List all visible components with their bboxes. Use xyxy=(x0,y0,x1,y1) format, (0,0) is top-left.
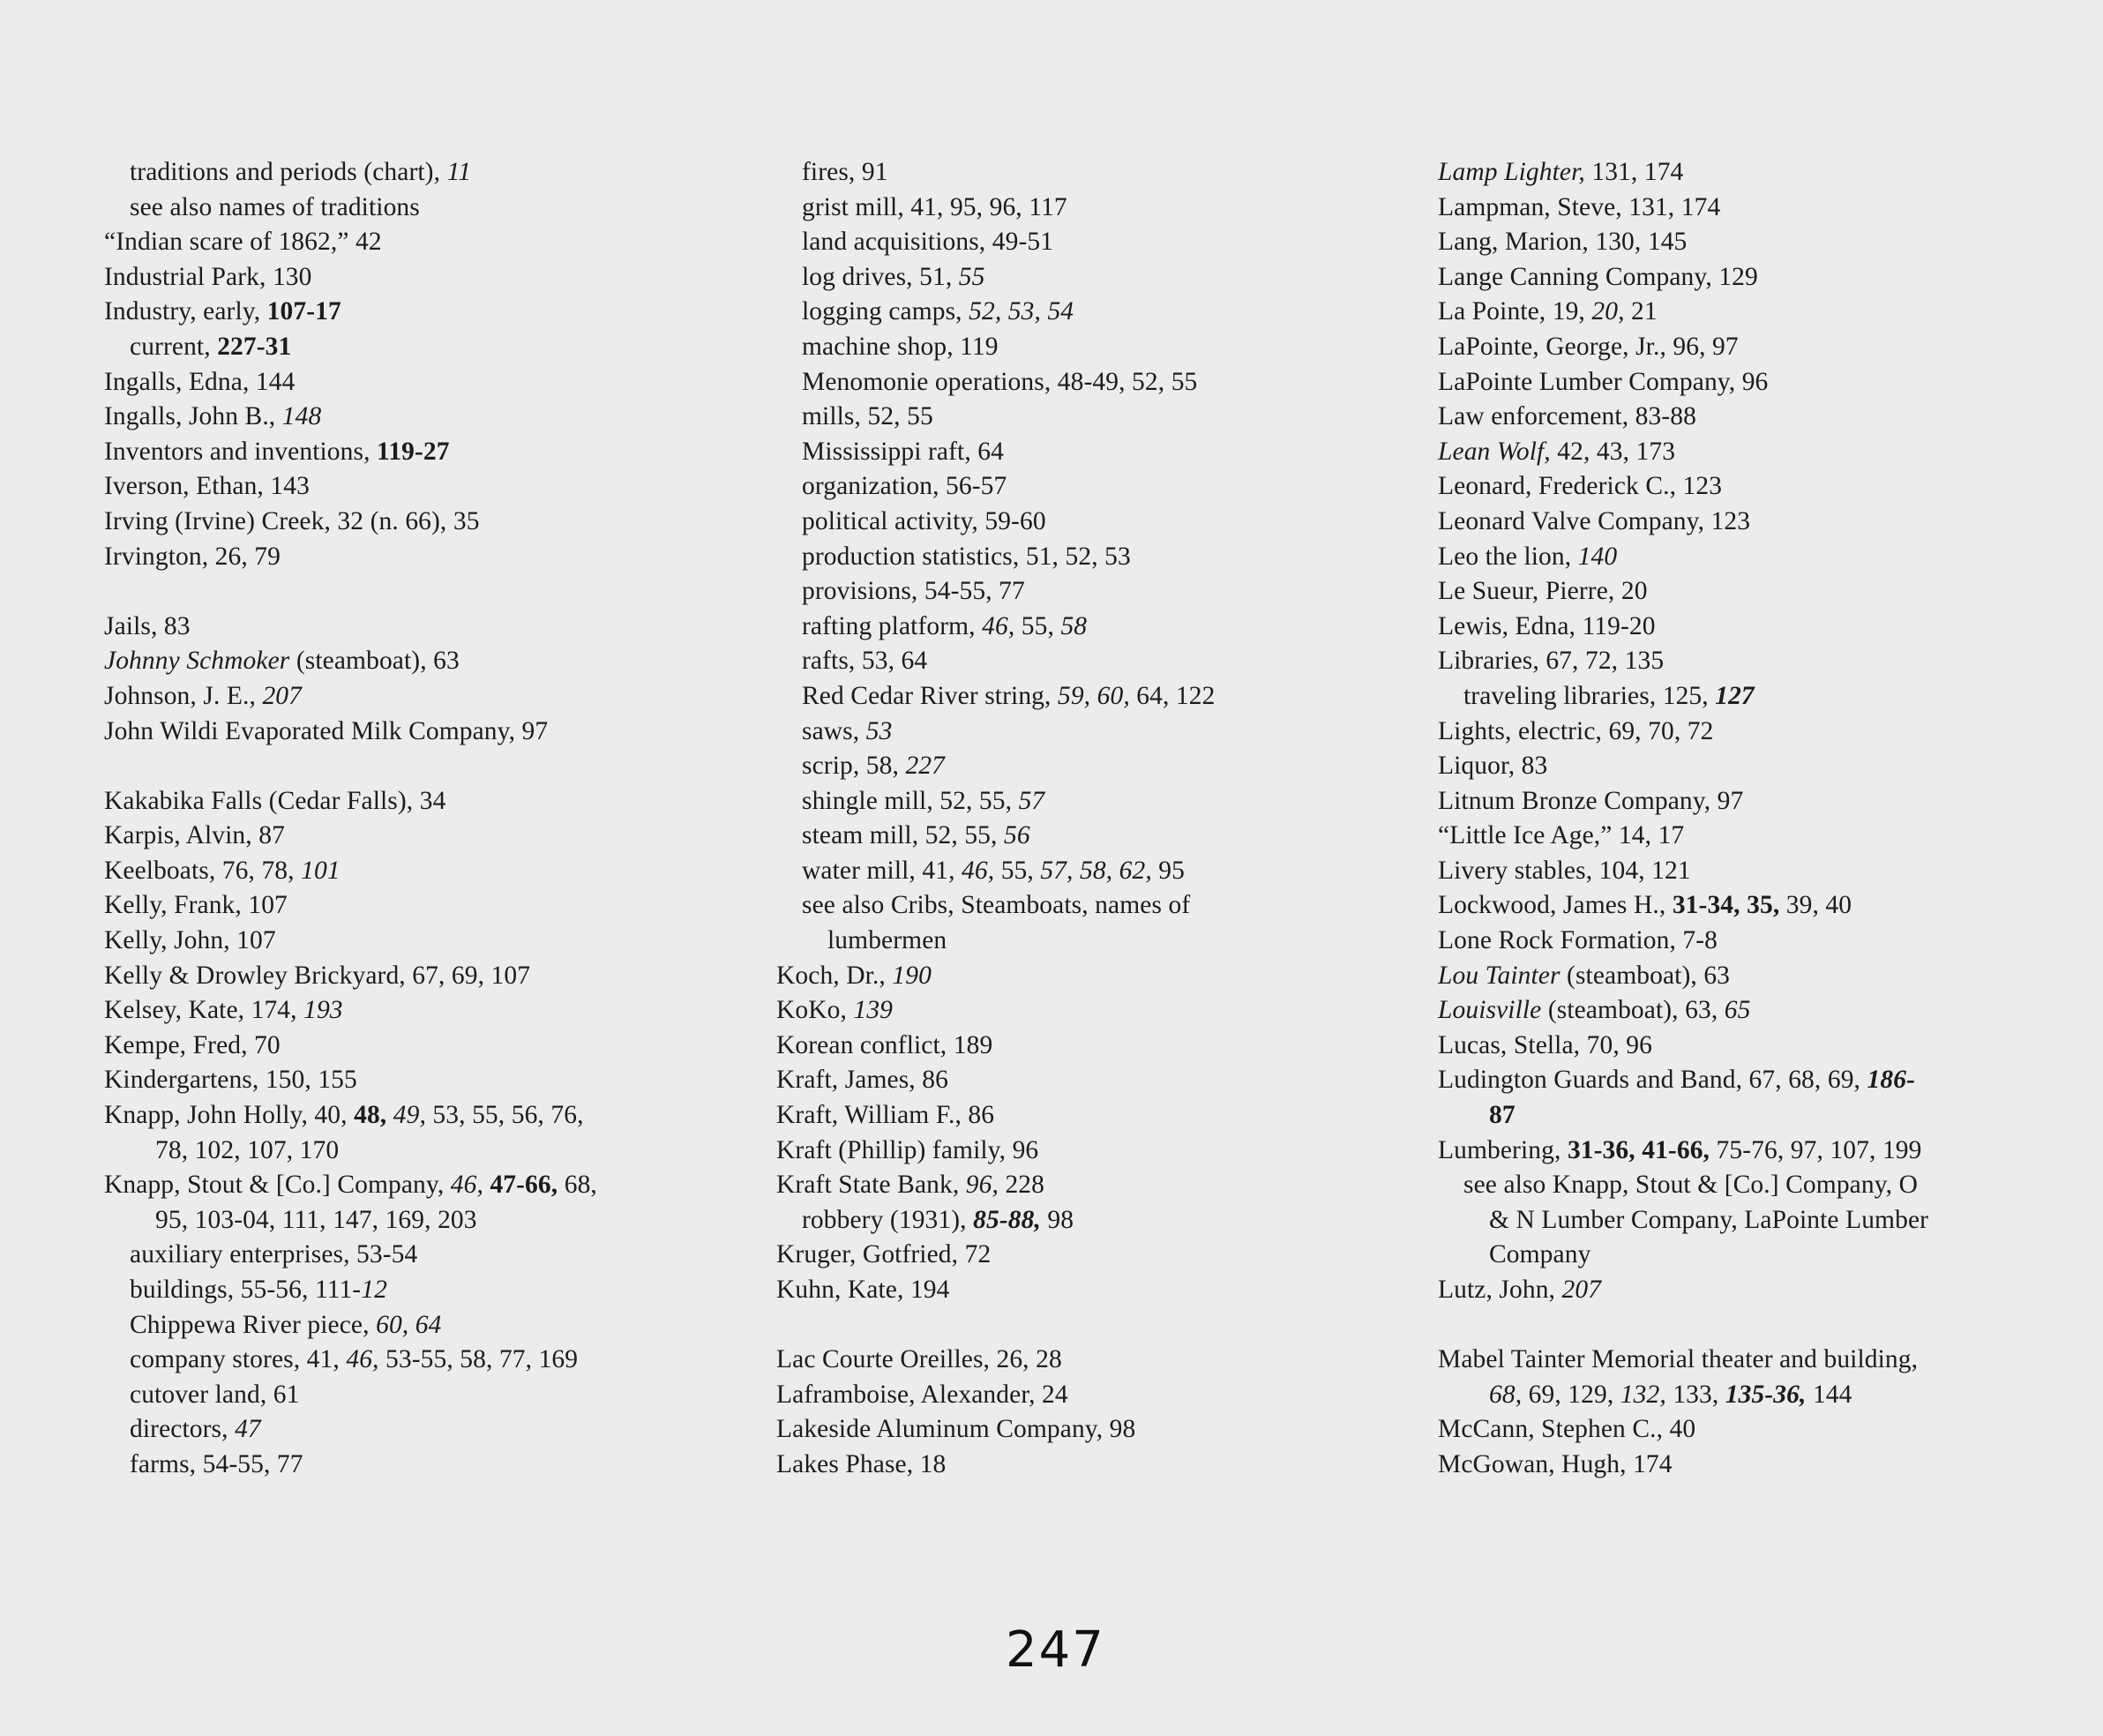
entry-text: fires, 91 xyxy=(802,158,888,186)
entry-text: 119-27 xyxy=(377,437,450,466)
entry-text: see also Knapp, Stout & [Co.] Company, O xyxy=(1463,1171,1919,1200)
entry-text: steam mill, 52, 55, xyxy=(802,821,1004,850)
entry-text: Le Sueur, Pierre, 20 xyxy=(1438,577,1648,606)
index-subentry xyxy=(776,715,1411,750)
entry-text: 58 xyxy=(1060,611,1088,640)
index-entry xyxy=(1438,260,2073,296)
index-entry xyxy=(104,225,739,260)
entry-text: Lutz, John, xyxy=(1438,1276,1562,1304)
entry-text: 46, xyxy=(982,611,1015,640)
entry-text: Kruger, Gotfried, 72 xyxy=(776,1240,992,1269)
entry-text: Lange Canning Company, 129 xyxy=(1438,262,1758,291)
entry-text: 52, 53, 54 xyxy=(969,297,1074,326)
index-subentry xyxy=(1438,1168,2073,1203)
entry-text: Kuhn, Kate, 194 xyxy=(776,1276,950,1304)
index-entry xyxy=(104,1098,739,1134)
entry-text: 35, xyxy=(1747,891,1780,920)
entry-text: Kelly & Drowley Brickyard, 67, 69, 107 xyxy=(104,961,531,990)
index-entry xyxy=(1438,854,2073,889)
entry-text: rafting platform, xyxy=(802,611,983,640)
entry-text: Lakes Phase, 18 xyxy=(776,1449,947,1478)
index-entry xyxy=(104,400,739,435)
index-entry xyxy=(776,1238,1411,1273)
index-entry xyxy=(1438,1343,2073,1378)
entry-text xyxy=(1740,891,1747,919)
entry-text: Kelly, John, 107 xyxy=(104,926,276,955)
index-subentry xyxy=(776,574,1411,610)
entry-text: grist mill, 41, 95, 96, 117 xyxy=(802,192,1067,221)
entry-text: Lamp Lighter, xyxy=(1438,158,1585,186)
index-entry xyxy=(1438,540,2073,575)
index-subentry xyxy=(1438,679,2073,715)
entry-text: McGowan, Hugh, 174 xyxy=(1438,1449,1673,1478)
index-entry xyxy=(776,1343,1411,1378)
entry-text: Laframboise, Alexander, 24 xyxy=(776,1380,1068,1409)
index-entry xyxy=(104,784,739,819)
index-entry-continuation xyxy=(1438,1378,2073,1413)
entry-text: 68, xyxy=(558,1171,597,1200)
entry-text: traveling libraries, 125, xyxy=(1463,681,1716,710)
index-entry xyxy=(776,1448,1411,1483)
entry-text: 46, xyxy=(962,856,995,885)
index-subentry xyxy=(776,749,1411,784)
entry-text: 46, xyxy=(346,1345,379,1374)
index-subentry xyxy=(104,1238,739,1273)
entry-text: lumbermen xyxy=(827,926,947,955)
index-entry xyxy=(776,1029,1411,1064)
index-entry xyxy=(1438,155,2073,191)
entry-text: 53-55, 58, 77, 169 xyxy=(378,1345,579,1374)
entry-text: Liquor, 83 xyxy=(1438,752,1548,781)
entry-text: 47-66, xyxy=(490,1171,558,1200)
index-entry-continuation xyxy=(104,1134,739,1169)
entry-text: Mabel Tainter Memorial theater and building, xyxy=(1438,1345,1919,1374)
index-entry xyxy=(1438,819,2073,854)
entry-text: 53, 55, 56, 76, xyxy=(425,1101,584,1130)
index-column-2 xyxy=(776,155,1411,1483)
index-subentry xyxy=(776,330,1411,365)
index-entry xyxy=(776,1134,1411,1169)
index-subentry xyxy=(776,365,1411,400)
entry-text: auxiliary enterprises, 53-54 xyxy=(130,1240,418,1269)
entry-text: 96, xyxy=(965,1171,999,1200)
entry-text: directors, xyxy=(130,1415,236,1444)
index-subentry xyxy=(776,155,1411,191)
entry-text: Lockwood, James H., xyxy=(1438,891,1673,920)
index-entry xyxy=(1438,469,2073,505)
entry-text: Red Cedar River string, xyxy=(802,681,1058,710)
index-entry xyxy=(776,959,1411,994)
entry-text: Kelsey, Kate, 174, xyxy=(104,996,304,1025)
entry-text: 227-31 xyxy=(217,332,292,361)
entry-text: Industry, early, xyxy=(104,297,267,326)
entry-text: robbery (1931), xyxy=(802,1205,974,1234)
entry-text: Mississippi raft, 64 xyxy=(802,437,1004,466)
entry-text: Lewis, Edna, 119-20 xyxy=(1438,611,1656,640)
entry-text: Ingalls, John B., xyxy=(104,402,282,431)
entry-text: Lou Tainter xyxy=(1438,961,1560,990)
index-entry xyxy=(776,1273,1411,1308)
entry-text: KoKo, xyxy=(776,996,854,1025)
entry-text: 85-88, xyxy=(973,1205,1041,1234)
entry-text: 68, xyxy=(1489,1380,1523,1409)
entry-text: Karpis, Alvin, 87 xyxy=(104,821,285,850)
entry-text: Lights, electric, 69, 70, 72 xyxy=(1438,716,1714,745)
index-subentry xyxy=(776,1203,1411,1238)
index-entry xyxy=(104,854,739,889)
entry-text: (steamboat), 63, xyxy=(1541,996,1725,1025)
entry-text: La Pointe, 19, xyxy=(1438,297,1592,326)
index-entry xyxy=(104,888,739,924)
index-entry xyxy=(104,819,739,854)
entry-text: 49, xyxy=(393,1101,426,1130)
entry-text: Kraft State Bank, xyxy=(776,1171,966,1200)
entry-text: LaPointe, George, Jr., 96, 97 xyxy=(1438,332,1739,361)
entry-text: Company xyxy=(1489,1240,1591,1269)
entry-text: 11 xyxy=(446,158,472,186)
index-entry xyxy=(1438,1448,2073,1483)
index-entry xyxy=(104,469,739,505)
entry-text: cutover land, 61 xyxy=(130,1380,300,1409)
entry-text: 207 xyxy=(262,681,302,710)
index-entry xyxy=(104,295,739,330)
index-subentry xyxy=(776,225,1411,260)
index-entry xyxy=(1438,435,2073,470)
index-column-1 xyxy=(104,155,739,1483)
index-entry xyxy=(1438,400,2073,435)
entry-text: Kraft (Phillip) family, 96 xyxy=(776,1135,1039,1164)
index-subentry xyxy=(776,295,1411,330)
entry-text: Leo the lion, xyxy=(1438,542,1578,571)
index-entry-continuation xyxy=(776,924,1411,959)
entry-text: 132, xyxy=(1620,1380,1666,1409)
entry-text: see also names of traditions xyxy=(130,192,420,221)
index-entry xyxy=(1438,993,2073,1029)
entry-text: 98 xyxy=(1040,1205,1074,1234)
index-column-3 xyxy=(1438,155,2073,1483)
entry-text: 42, 43, 173 xyxy=(1550,437,1676,466)
entry-text: Irving (Irvine) Creek, 32 (n. 66), 35 xyxy=(104,506,480,535)
index-entry xyxy=(104,1063,739,1098)
entry-text: 139 xyxy=(853,996,894,1025)
entry-text: 190 xyxy=(892,961,932,990)
entry-text: Lakeside Aluminum Company, 98 xyxy=(776,1415,1136,1444)
index-entry xyxy=(1438,715,2073,750)
index-entry xyxy=(776,1378,1411,1413)
index-subentry xyxy=(104,1273,739,1308)
index-entry xyxy=(104,365,739,400)
index-entry xyxy=(1438,959,2073,994)
entry-text: Keelboats, 76, 78, xyxy=(104,856,302,885)
index-entry xyxy=(776,993,1411,1029)
index-subentry xyxy=(104,1378,739,1413)
entry-text xyxy=(386,1101,393,1129)
entry-text: Libraries, 67, 72, 135 xyxy=(1438,647,1665,676)
entry-text: 39, 40 xyxy=(1779,891,1852,920)
entry-text: current, xyxy=(130,332,218,361)
index-subentry xyxy=(104,1448,739,1483)
entry-text: 12 xyxy=(361,1276,387,1304)
entry-text: 148 xyxy=(281,402,322,431)
entry-text: Litnum Bronze Company, 97 xyxy=(1438,786,1744,815)
entry-text: scrip, 58, xyxy=(802,752,906,781)
entry-text: 78, 102, 107, 170 xyxy=(155,1135,340,1164)
entry-text: Industrial Park, 130 xyxy=(104,262,312,291)
index-entry xyxy=(776,1412,1411,1448)
entry-text: 65 xyxy=(1724,996,1751,1025)
index-subentry xyxy=(104,1343,739,1378)
index-entry xyxy=(1438,888,2073,924)
entry-text: 107-17 xyxy=(266,297,341,326)
entry-text: Iverson, Ethan, 143 xyxy=(104,472,310,501)
index-entry xyxy=(104,644,739,679)
entry-text: 193 xyxy=(303,996,343,1025)
entry-text: Inventors and inventions, xyxy=(104,437,378,466)
entry-text: 140 xyxy=(1577,542,1618,571)
entry-text: Kempe, Fred, 70 xyxy=(104,1030,281,1059)
entry-text: Menomonie operations, 48-49, 52, 55 xyxy=(802,367,1198,396)
index-entry xyxy=(1438,644,2073,679)
index-subentry xyxy=(776,888,1411,924)
index-subentry xyxy=(776,505,1411,540)
entry-text: 133, xyxy=(1665,1380,1725,1409)
entry-text: company stores, 41, xyxy=(130,1345,347,1374)
entry-text: 101 xyxy=(301,856,341,885)
entry-text: 135-36, xyxy=(1725,1380,1807,1409)
entry-text: 53 xyxy=(865,716,893,745)
entry-text: 31-36, xyxy=(1567,1135,1635,1164)
entry-text: Lean Wolf, xyxy=(1438,437,1551,466)
entry-text: 55, xyxy=(994,856,1041,885)
entry-text: water mill, 41, xyxy=(802,856,962,885)
index-entry xyxy=(1438,225,2073,260)
entry-text: Ludington Guards and Band, 67, 68, 69, xyxy=(1438,1066,1867,1095)
entry-text: 186- xyxy=(1867,1066,1915,1095)
index-entry xyxy=(1438,749,2073,784)
entry-text: 55, xyxy=(1014,611,1061,640)
entry-text: 46, xyxy=(450,1171,483,1200)
index-subentry xyxy=(104,1308,739,1343)
index-subentry xyxy=(776,469,1411,505)
entry-text: see also Cribs, Steamboats, names of xyxy=(802,891,1191,920)
index-entry xyxy=(104,924,739,959)
index-entry xyxy=(1438,1412,2073,1448)
index-entry xyxy=(1438,295,2073,330)
index-subentry xyxy=(776,260,1411,296)
entry-text: 48, xyxy=(354,1101,387,1130)
index-entry xyxy=(776,1168,1411,1203)
index-entry-continuation xyxy=(1438,1238,2073,1273)
entry-text: Irvington, 26, 79 xyxy=(104,542,281,571)
entry-text: production statistics, 51, 52, 53 xyxy=(802,542,1131,571)
index-subentry xyxy=(776,644,1411,679)
entry-text: “Little Ice Age,” 14, 17 xyxy=(1438,821,1685,850)
entry-text: political activity, 59-60 xyxy=(802,506,1046,535)
entry-text: mills, 52, 55 xyxy=(802,402,933,431)
entry-text: shingle mill, 52, 55, xyxy=(802,786,1019,815)
entry-text: 47 xyxy=(235,1415,261,1444)
entry-text: (steamboat), 63 xyxy=(289,647,460,676)
entry-text: Leonard Valve Company, 123 xyxy=(1438,506,1751,535)
index-entry xyxy=(1438,574,2073,610)
entry-text: 64, 122 xyxy=(1129,681,1216,710)
entry-text: 55 xyxy=(958,262,985,291)
entry-text: Kraft, William F., 86 xyxy=(776,1101,995,1130)
entry-text: Lucas, Stella, 70, 96 xyxy=(1438,1030,1652,1059)
entry-text: Leonard, Frederick C., 123 xyxy=(1438,472,1723,501)
entry-text: LaPointe Lumber Company, 96 xyxy=(1438,367,1769,396)
index-entry-continuation xyxy=(1438,1203,2073,1238)
index-entry xyxy=(776,1063,1411,1098)
index-entry xyxy=(104,679,739,715)
entry-text: saws, xyxy=(802,716,866,745)
section-gap xyxy=(1438,1308,2073,1343)
entry-text: Kindergartens, 150, 155 xyxy=(104,1066,357,1095)
index-entry xyxy=(1438,505,2073,540)
entry-text: 69, 129, xyxy=(1522,1380,1620,1409)
entry-text: 41-66, xyxy=(1642,1135,1710,1164)
entry-text: 31-34, xyxy=(1672,891,1740,920)
entry-text: 131, 174 xyxy=(1584,158,1684,186)
index-subentry xyxy=(776,540,1411,575)
entry-text: John Wildi Evaporated Milk Company, 97 xyxy=(104,716,549,745)
entry-text: 207 xyxy=(1561,1276,1602,1304)
index-subentry xyxy=(776,435,1411,470)
entry-text: 21 xyxy=(1624,297,1658,326)
entry-text: traditions and periods (chart), xyxy=(130,158,447,186)
index-entry xyxy=(1438,924,2073,959)
entry-text: 75-76, 97, 107, 199 xyxy=(1710,1135,1922,1164)
index-entry xyxy=(1438,1029,2073,1064)
index-entry-continuation xyxy=(1438,1098,2073,1134)
entry-text: Kakabika Falls (Cedar Falls), 34 xyxy=(104,786,446,815)
entry-text: organization, 56-57 xyxy=(802,472,1007,501)
entry-text: (steamboat), 63 xyxy=(1560,961,1731,990)
index-entry xyxy=(104,1029,739,1064)
entry-text: Chippewa River piece, xyxy=(130,1310,377,1339)
entry-text: McCann, Stephen C., 40 xyxy=(1438,1415,1696,1444)
index-entry xyxy=(1438,1134,2073,1169)
entry-text: Louisville xyxy=(1438,996,1542,1025)
index-entry xyxy=(104,993,739,1029)
entry-text: 60, 64 xyxy=(376,1310,442,1339)
entry-text: Johnson, J. E., xyxy=(104,681,263,710)
entry-text: logging camps, xyxy=(802,297,969,326)
entry-text: & N Lumber Company, LaPointe Lumber xyxy=(1489,1205,1929,1234)
entry-text: land acquisitions, 49-51 xyxy=(802,228,1054,257)
entry-text: Koch, Dr., xyxy=(776,961,893,990)
index-entry xyxy=(104,435,739,470)
section-gap xyxy=(776,1308,1411,1343)
section-gap xyxy=(104,749,739,784)
index-subentry xyxy=(776,679,1411,715)
index-subentry xyxy=(104,330,739,365)
entry-text: Korean conflict, 189 xyxy=(776,1030,993,1059)
entry-text: Law enforcement, 83-88 xyxy=(1438,402,1696,431)
entry-text: Kraft, James, 86 xyxy=(776,1066,948,1095)
index-entry-continuation xyxy=(104,1203,739,1238)
index-entry xyxy=(104,260,739,296)
entry-text: rafts, 53, 64 xyxy=(802,647,928,676)
index-subentry xyxy=(776,191,1411,226)
entry-text: 56 xyxy=(1003,821,1030,850)
index-entry xyxy=(104,505,739,540)
page-number: 247 xyxy=(1006,1621,1105,1679)
entry-text: 127 xyxy=(1715,681,1755,710)
index-subentry xyxy=(776,854,1411,889)
index-subentry xyxy=(776,819,1411,854)
entry-text: Kelly, Frank, 107 xyxy=(104,891,288,920)
index-subentry xyxy=(104,1412,739,1448)
entry-text: Lone Rock Formation, 7-8 xyxy=(1438,926,1718,955)
entry-text: farms, 54-55, 77 xyxy=(130,1449,303,1478)
index-entry xyxy=(1438,1273,2073,1308)
entry-text: Ingalls, Edna, 144 xyxy=(104,367,296,396)
entry-text: Lampman, Steve, 131, 174 xyxy=(1438,192,1721,221)
entry-text: Knapp, Stout & [Co.] Company, xyxy=(104,1171,451,1200)
index-entry xyxy=(1438,610,2073,645)
entry-text: 59, 60, xyxy=(1057,681,1130,710)
entry-text: Johnny Schmoker xyxy=(104,647,290,676)
entry-text: “Indian scare of 1862,” 42 xyxy=(104,228,382,257)
entry-text: 57, 58, 62, xyxy=(1040,856,1152,885)
entry-text: 228 xyxy=(998,1171,1045,1200)
index-subentry xyxy=(104,155,739,191)
entry-text: Jails, 83 xyxy=(104,611,191,640)
index-entry xyxy=(1438,191,2073,226)
entry-text: Lumbering, xyxy=(1438,1135,1568,1164)
entry-text: provisions, 54-55, 77 xyxy=(802,577,1025,606)
entry-text: machine shop, 119 xyxy=(802,332,999,361)
entry-text: Livery stables, 104, 121 xyxy=(1438,856,1691,885)
entry-text: 144 xyxy=(1806,1380,1852,1409)
entry-text: 87 xyxy=(1489,1101,1516,1130)
index-entry xyxy=(1438,1063,2073,1098)
index-subentry xyxy=(776,784,1411,819)
entry-text: log drives, 51, xyxy=(802,262,959,291)
index-entry xyxy=(104,610,739,645)
entry-text: 227 xyxy=(905,752,946,781)
index-subentry xyxy=(104,191,739,226)
index-entry xyxy=(104,540,739,575)
index-entry xyxy=(1438,365,2073,400)
entry-text: 57 xyxy=(1018,786,1045,815)
index-entry xyxy=(1438,784,2073,819)
entry-text: buildings, 55-56, 111- xyxy=(130,1276,362,1304)
entry-text: Lac Courte Oreilles, 26, 28 xyxy=(776,1345,1062,1374)
entry-text: Lang, Marion, 130, 145 xyxy=(1438,228,1688,257)
index-entry xyxy=(104,715,739,750)
section-gap xyxy=(104,574,739,610)
index-entry xyxy=(776,1098,1411,1134)
index-entry xyxy=(104,959,739,994)
entry-text: 95, 103-04, 111, 147, 169, 203 xyxy=(155,1205,477,1234)
index-entry xyxy=(104,1168,739,1203)
index-subentry xyxy=(776,400,1411,435)
entry-text: Knapp, John Holly, 40, xyxy=(104,1101,355,1130)
index-entry xyxy=(1438,330,2073,365)
index-subentry xyxy=(776,610,1411,645)
entry-text: 95 xyxy=(1151,856,1186,885)
entry-text: 20, xyxy=(1591,297,1625,326)
